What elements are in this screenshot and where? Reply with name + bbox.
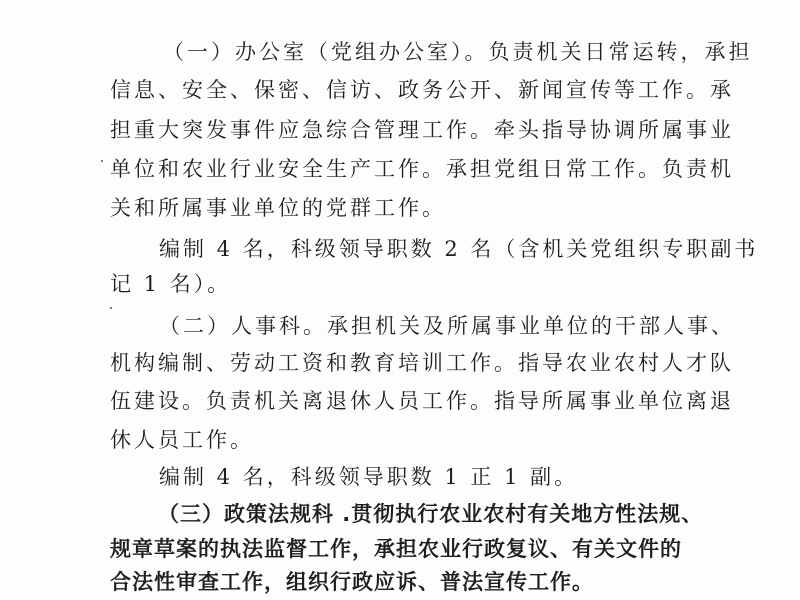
section3-line-3: 合法性审查工作，组织行政应诉、普法宣传工作。 bbox=[110, 570, 594, 594]
section1-line-3: 担重大突发事件应急综合管理工作。牵头指导协调所属事业 bbox=[110, 118, 734, 142]
section3-line-1: （三）政策法规科 .贯彻执行农业农村有关地方性法规、 bbox=[158, 502, 704, 526]
scan-speck bbox=[110, 307, 112, 309]
section2-line-3: 伍建设。负责机关离退休人员工作。指导所属事业单位离退 bbox=[110, 389, 734, 413]
section3-line-2: 规章草案的执法监督工作，承担农业行政复议、有关文件的 bbox=[110, 537, 682, 561]
section2-line-4: 休人员工作。 bbox=[110, 428, 254, 452]
scan-speck bbox=[101, 160, 103, 162]
section1-staffing-line-2: 记 1 名）。 bbox=[110, 272, 232, 296]
section1-line-2: 信息、安全、保密、信访、政务公开、新闻宣传等工作。承 bbox=[110, 78, 734, 102]
section2-line-2: 机构编制、劳动工资和教育培训工作。指导农业农村人才队 bbox=[110, 351, 734, 375]
section1-line-4: 单位和农业行业安全生产工作。承担党组日常工作。负责机 bbox=[110, 157, 734, 181]
section2-staffing-line-1: 编制 4 名，科级领导职数 1 正 1 副。 bbox=[159, 465, 579, 489]
section1-line-1: （一）办公室（党组办公室）。负责机关日常运转，承担 bbox=[163, 40, 753, 64]
section2-line-1: （二）人事科。承担机关及所属事业单位的干部人事、 bbox=[159, 314, 735, 338]
section1-staffing-line-1: 编制 4 名，科级领导职数 2 名（含机关党组织专职副书 bbox=[159, 237, 759, 261]
section1-line-5: 关和所属事业单位的党群工作。 bbox=[110, 196, 446, 220]
